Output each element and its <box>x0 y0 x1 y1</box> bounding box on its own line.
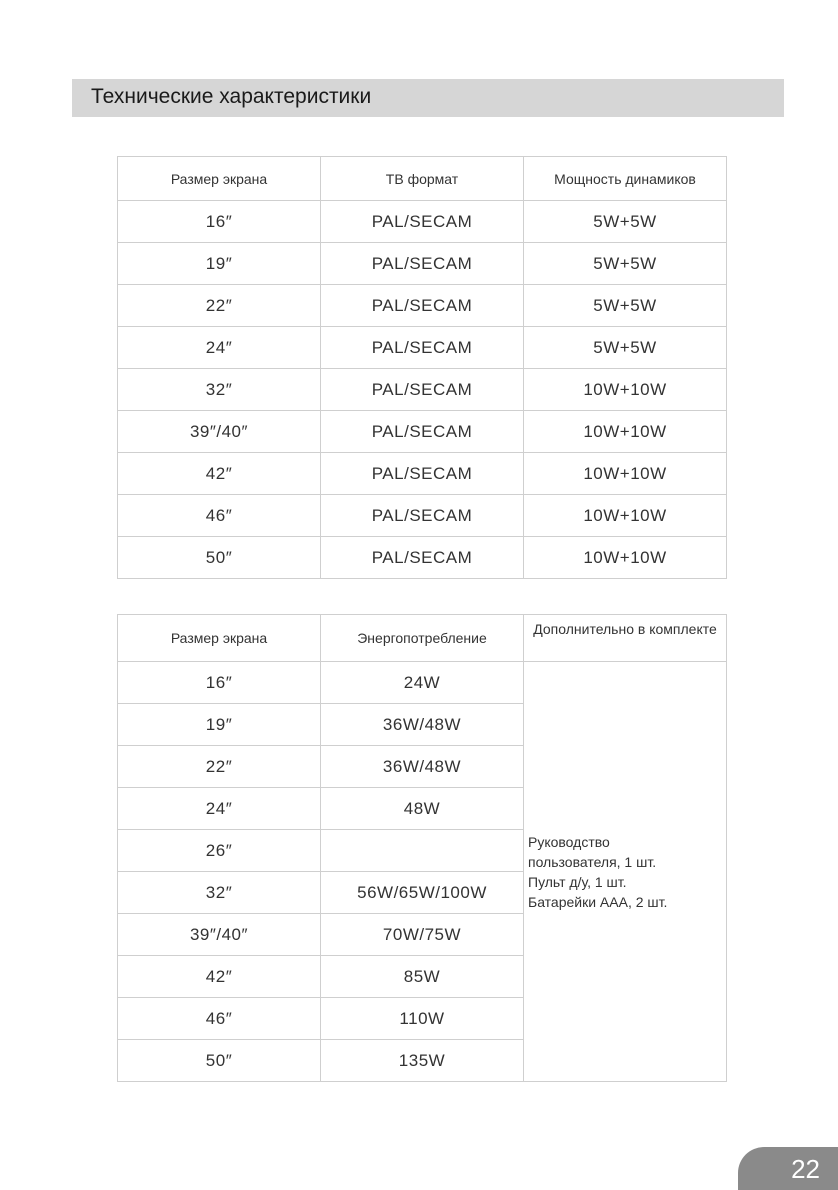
table-cell: 16″ <box>118 201 321 243</box>
included-items-cell <box>524 662 727 1082</box>
table-cell: PAL/SECAM <box>321 369 524 411</box>
table-cell: 10W+10W <box>524 537 727 579</box>
table-cell: 39″/40″ <box>118 411 321 453</box>
table-cell: 24W <box>321 662 524 704</box>
table-row <box>118 662 727 704</box>
table-cell: 46″ <box>118 495 321 537</box>
table-cell: 22″ <box>118 746 321 788</box>
table-cell: 32″ <box>118 872 321 914</box>
table-row <box>118 369 727 411</box>
included-item-line: пользователя, 1 шт. <box>528 853 657 870</box>
table-cell: 70W/75W <box>321 914 524 956</box>
column-header: Дополнительно в комплекте <box>524 615 727 662</box>
table-cell: 42″ <box>118 453 321 495</box>
table-cell: 85W <box>321 956 524 998</box>
table-header-row <box>118 615 727 662</box>
table-cell: 110W <box>321 998 524 1040</box>
table-cell: 10W+10W <box>524 369 727 411</box>
specs-table-power-extras <box>117 614 727 1082</box>
table-cell: 50″ <box>118 537 321 579</box>
specs-table-format-speakers <box>117 156 727 579</box>
table-row <box>118 285 727 327</box>
table-cell: 16″ <box>118 662 321 704</box>
section-header <box>72 79 784 117</box>
table-row <box>118 327 727 369</box>
table-cell: 22″ <box>118 285 321 327</box>
table-row <box>118 453 727 495</box>
included-item-line: Батарейки ААА, 2 шт. <box>528 893 668 910</box>
column-header: Мощность динамиков <box>524 157 727 201</box>
table-cell: 24″ <box>118 788 321 830</box>
table-cell: 24″ <box>118 327 321 369</box>
table-cell: 5W+5W <box>524 243 727 285</box>
included-item-line: Руководство <box>528 833 610 850</box>
table-cell: 19″ <box>118 704 321 746</box>
column-header: Размер экрана <box>118 615 321 662</box>
table-cell: 46″ <box>118 998 321 1040</box>
table-cell: PAL/SECAM <box>321 537 524 579</box>
table-row <box>118 411 727 453</box>
table-cell: 135W <box>321 1040 524 1082</box>
table-cell: 32″ <box>118 369 321 411</box>
table-cell: 56W/65W/100W <box>321 872 524 914</box>
page-number: 22 <box>791 1154 820 1184</box>
table-cell: 36W/48W <box>321 746 524 788</box>
column-header: Размер экрана <box>118 157 321 201</box>
table-cell: 5W+5W <box>524 285 727 327</box>
table-row <box>118 537 727 579</box>
table-cell: 5W+5W <box>524 327 727 369</box>
table-cell <box>321 830 524 872</box>
page-number-tab <box>738 1147 838 1190</box>
table-cell: 36W/48W <box>321 704 524 746</box>
table-header-row <box>118 157 727 201</box>
column-header: Энергопотребление <box>321 615 524 662</box>
table-cell: PAL/SECAM <box>321 495 524 537</box>
table-cell: 10W+10W <box>524 495 727 537</box>
table-cell: PAL/SECAM <box>321 285 524 327</box>
table-cell: 39″/40″ <box>118 914 321 956</box>
table-cell: 42″ <box>118 956 321 998</box>
table-cell: 48W <box>321 788 524 830</box>
table-cell: PAL/SECAM <box>321 453 524 495</box>
column-header: ТВ формат <box>321 157 524 201</box>
table-row <box>118 243 727 285</box>
table-cell: 19″ <box>118 243 321 285</box>
table-cell: PAL/SECAM <box>321 243 524 285</box>
table-cell: PAL/SECAM <box>321 411 524 453</box>
table-cell: PAL/SECAM <box>321 201 524 243</box>
table-row <box>118 201 727 243</box>
included-item-line: Пульт д/у, 1 шт. <box>528 873 627 890</box>
table-row <box>118 495 727 537</box>
table-cell: 50″ <box>118 1040 321 1082</box>
table-cell: 5W+5W <box>524 201 727 243</box>
table-cell: PAL/SECAM <box>321 327 524 369</box>
table-cell: 10W+10W <box>524 453 727 495</box>
section-title: Технические характеристики <box>91 85 372 108</box>
table-cell: 10W+10W <box>524 411 727 453</box>
table-cell: 26″ <box>118 830 321 872</box>
